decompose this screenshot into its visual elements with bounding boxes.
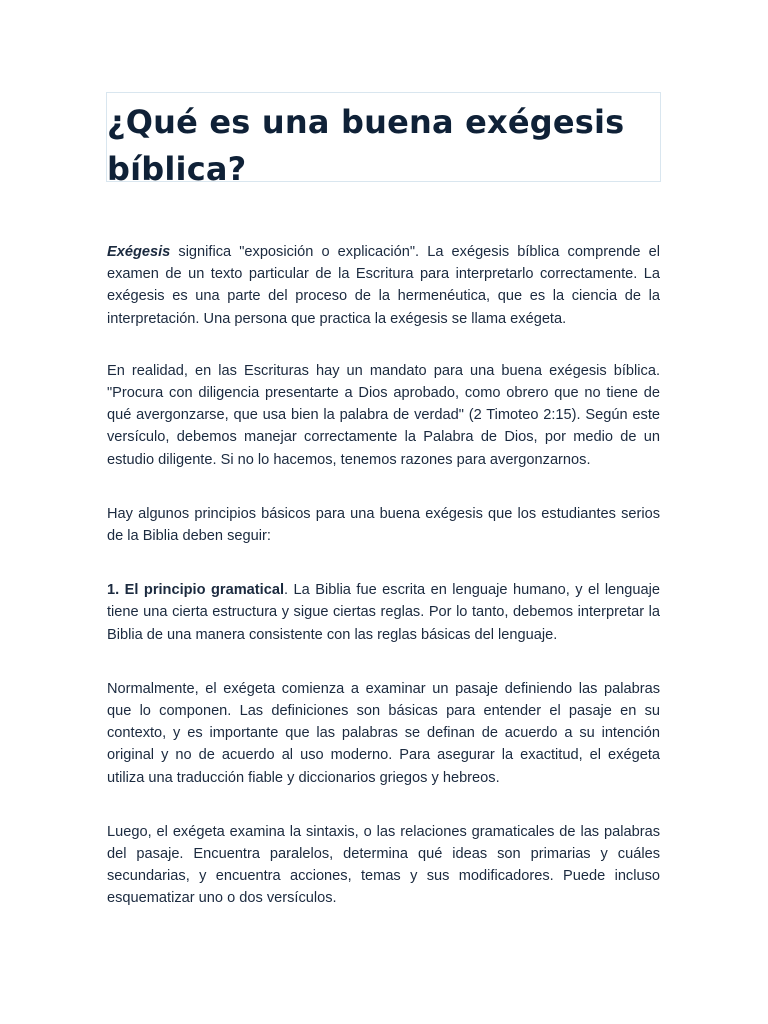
paragraph-principles-intro: Hay algunos principios básicos para una buena exégesis que los estudiantes serios de la Biblia deben seguir: <box>107 505 660 545</box>
paragraph-mandate: En realidad, en las Escrituras hay un mandato para una buena exégesis bíblica. "Procura con diligencia presentarte a Dios aprobado, como obrero que no tiene de qué avergonzarse, que usa bien la palabra de verdad" (2 Timoteo 2:15). Según este versículo, debemos manejar correctamente la Palabra de Dios, por medio de un estudio diligente. Si no lo hacemos, tenemos razones para avergonzarnos. <box>107 362 660 468</box>
paragraph-syntax: Luego, el exégeta examina la sintaxis, o las relaciones gramaticales de las palabras del pasaje. Encuentra paralelos, determina qué ideas son primarias y cuáles secundarias, y encuentra acciones, temas y sus modificadores. Puede incluso esquematizar uno o dos versículos. <box>107 823 660 907</box>
page-title: ¿Qué es una buena exégesis bíblica? <box>107 103 625 188</box>
paragraph-grammatical-principle <box>107 579 660 646</box>
paragraph-definition <box>107 241 660 330</box>
term-exegesis: Exégesis <box>107 244 171 260</box>
principle-heading: 1. El principio gramatical <box>107 582 284 599</box>
paragraph-text: . La Biblia fue escrita en lenguaje humano, y el lenguaje tiene una cierta estructura y sigue ciertas reglas. Por lo tanto, debemos interpretar la Biblia de una manera consistente con las reglas básicas del lenguaje. <box>107 582 661 643</box>
paragraph-word-definitions: Normalmente, el exégeta comienza a examinar un pasaje definiendo las palabras que lo componen. Las definiciones son básicas para entender el pasaje en su contexto, y es importante que las palabras se definan de acuerdo a su intención original y no de acuerdo al uso moderno. Para asegurar la exactitud, el exégeta utiliza una traducción fiable y diccionarios griegos y hebreos. <box>107 680 660 786</box>
paragraph-text: significa "exposición o explicación". La exégesis bíblica comprende el examen de un texto particular de la Escritura para interpretarlo correctamente. La exégesis es una parte del proceso de la hermenéutica, que es la ciencia de la interpretación. Una persona que practica la exégesis se llama exégeta. <box>107 244 660 327</box>
title-box <box>106 92 661 188</box>
document-page <box>107 92 660 910</box>
